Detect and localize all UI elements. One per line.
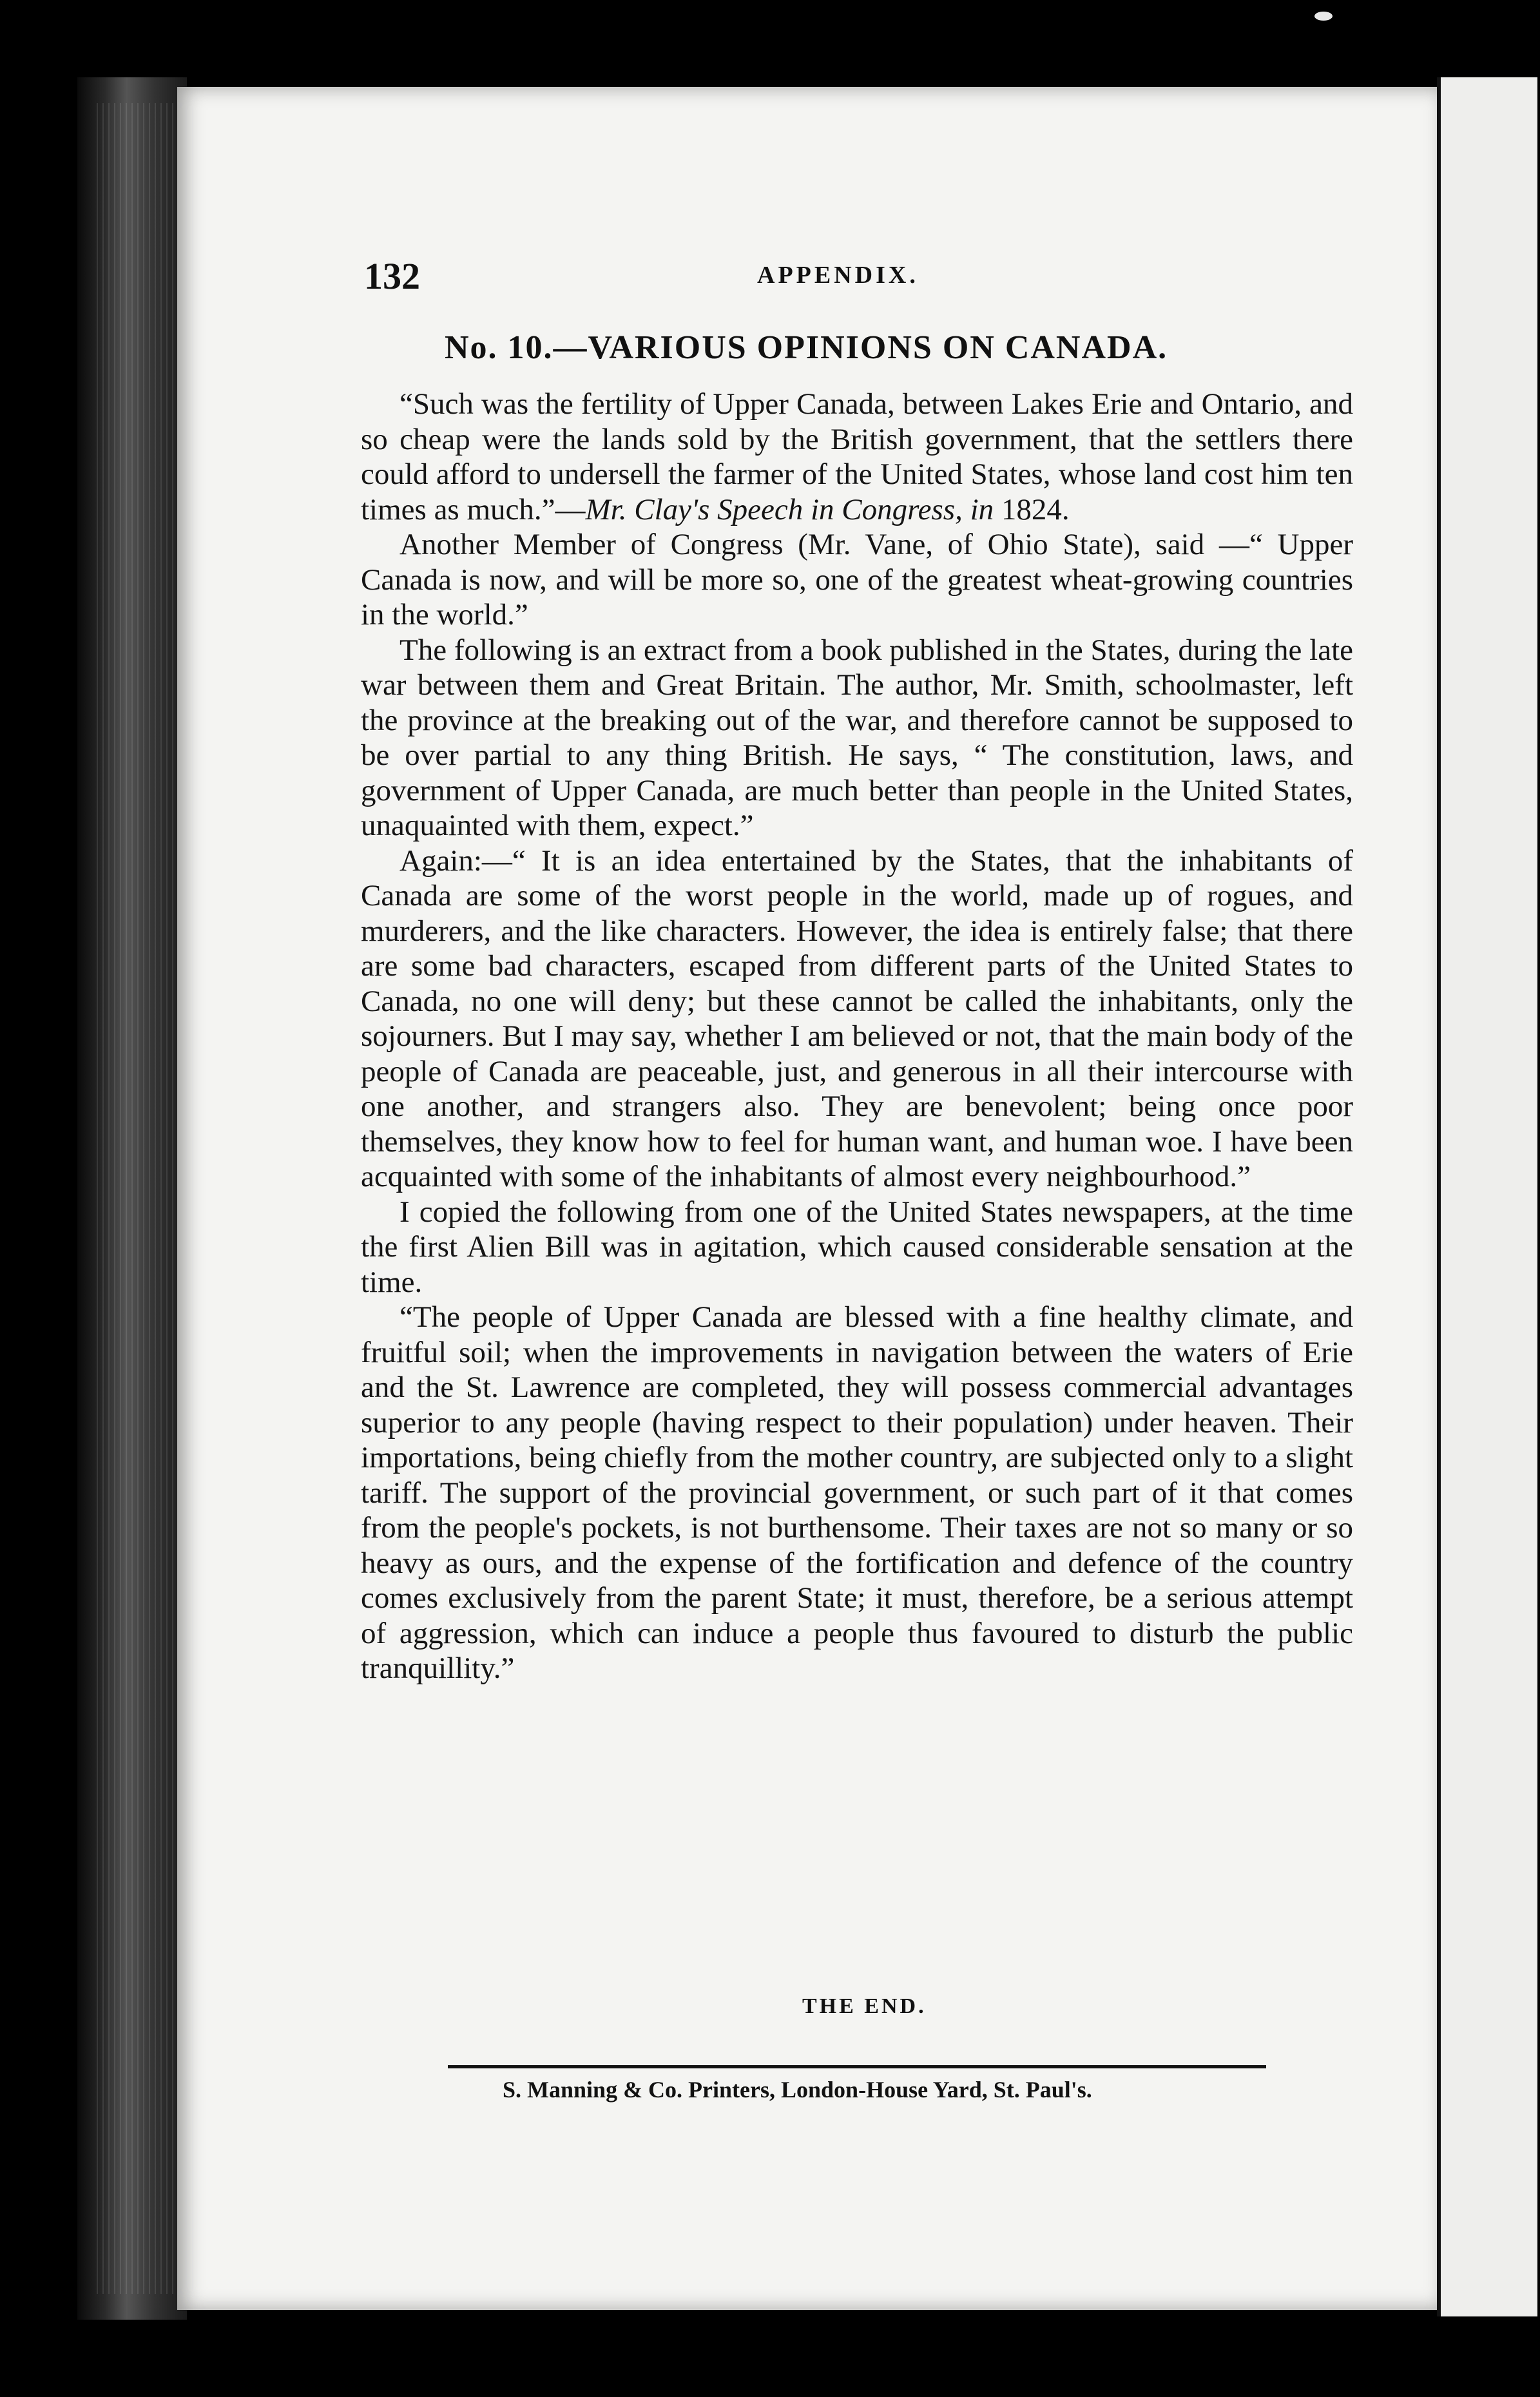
citation: Mr. Clay's Speech in Congress, in	[585, 492, 994, 526]
facing-page-edge	[1437, 77, 1537, 2316]
printer-imprint: S. Manning & Co. Printers, London-House Yard, St. Paul's.	[503, 2077, 1092, 2103]
divider-rule	[448, 2065, 1266, 2068]
page-number: 132	[364, 255, 420, 297]
paragraph-newspaper-quote: “The people of Upper Canada are blessed with a fine healthy climate, and fruitful soil; when the improvements in navigation between the waters of Erie and the St. Lawrence are completed, they will possess commercial advantages superior to any people (having respect to their population) under heaven. Their importations, being chiefly from the mother country, are subjected only to a slight tariff. The support of the provincial government, or such part of it that comes from the people's pockets, is not burthensome. Their taxes are not so many or so heavy as ours, and the expense of the fortification and defence of the country comes exclusively from the parent State; it must, therefore, be a serious attempt of aggression, which can induce a people thus favoured to disturb the public tranquillity.”	[361, 1300, 1353, 1685]
paragraph-newspaper-intro: I copied the following from one of the United States newspapers, at the time the first Alien Bill was in agitation, which caused considerable sensation at the time.	[361, 1195, 1353, 1299]
scan-artifact	[1314, 12, 1333, 21]
running-head: APPENDIX.	[757, 262, 919, 289]
paragraph-clay-quote	[361, 387, 1353, 527]
the-end: THE END.	[802, 1994, 927, 2018]
paragraph-again: Again:—“ It is an idea entertained by the States, that the inhabitants of Canada are some of the worst people in the world, made up of rogues, and murderers, and the like characters. However, the idea is entirely false; that there are some bad characters, escaped from different parts of the United States to Canada, no one will deny; but these cannot be called the inhabitants, only the sojourners. But I may say, whether I am believed or not, that the main body of the people of Canada are peaceable, just, and generous in all their intercourse with one another, and strangers also. They are benevolent; being once poor themselves, they know how to feel for human want, and human woe. I have been acquainted with some of the inhabitants of almost every neighbourhood.”	[361, 843, 1353, 1193]
page-edges	[97, 103, 174, 2294]
citation-year: 1824.	[994, 492, 1070, 526]
paragraph-vane-quote: Another Member of Congress (Mr. Vane, of Ohio State), said —“ Upper Canada is now, and will be more so, one of the greatest wheat-growing countries in the world.”	[361, 528, 1353, 631]
paragraph-smith-extract: The following is an extract from a book published in the States, during the late war between them and Great Britain. The author, Mr. Smith, schoolmaster, left the province at the breaking out of the war, and therefore cannot be supposed to be over partial to any thing British. He says, “ The constitution, laws, and government of Upper Canada, are much better than people in the United States, unaquainted with them, expect.”	[361, 633, 1353, 842]
body-text	[361, 387, 1353, 1686]
page-header	[364, 255, 1350, 306]
paragraph-text: “Such was the fertility of Upper Canada, between Lakes Erie and Ontario, and so cheap were the lands sold by the British government, that the settlers there could afford to undersell the farmer of the United States, whose land cost him ten times as much.”—	[361, 387, 1353, 526]
section-title: No. 10.—VARIOUS OPINIONS ON CANADA.	[445, 329, 1168, 366]
